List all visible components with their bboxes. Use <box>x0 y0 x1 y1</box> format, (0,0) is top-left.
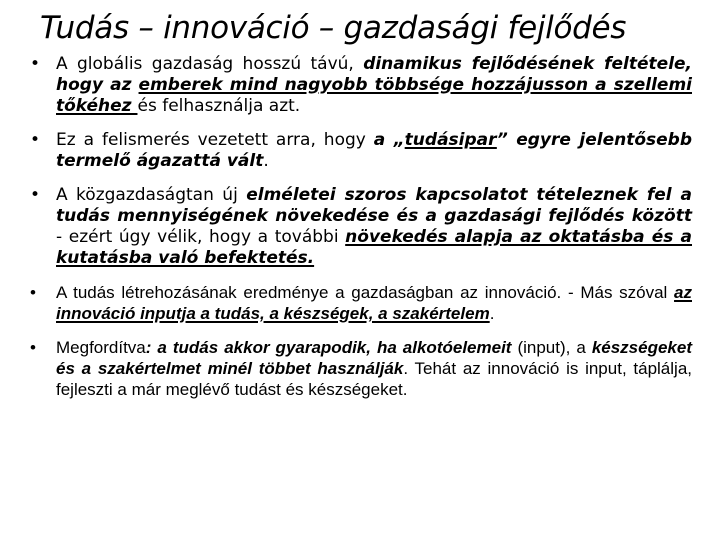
bullet-item-5 <box>30 337 692 400</box>
bullet-2-emphasis-1: a „ <box>373 130 405 150</box>
bullet-1-text-2: és felhasználja azt. <box>137 96 301 116</box>
bullet-marker: • <box>30 283 36 302</box>
bullet-item-4 <box>30 282 692 324</box>
bullet-2-emphasis-2: ” egyre jelentősebb termelő ágazattá vált <box>56 130 693 171</box>
bullet-marker: • <box>30 54 41 74</box>
bullet-3-text-2: - ezért úgy vélik, hogy a további <box>56 227 346 247</box>
bullet-2-text-1: Ez a felismerés vezetett arra, hogy <box>56 130 374 150</box>
bullet-1-emphasis-underlined: emberek mind nagyobb többsége hozzájusson a szellemi tőkéhez <box>56 75 692 116</box>
bullet-1-emphasis-1: dinamikus fejlődésének feltétele, hogy az <box>56 54 693 95</box>
bullet-4-text-1: A tudás létrehozásának eredménye a gazdaságban az innováció. - Más szóval <box>56 283 675 302</box>
bullet-3-emphasis-1: elméletei szoros kapcsolatot tételeznek fel a tudás mennyiségének növekedése és a gazdasági fejlődés között <box>56 185 692 226</box>
slide-title: Tudás – innováció – gazdasági fejlődés <box>40 10 627 46</box>
bullet-3-text-1: A közgazdaságtan új <box>56 185 247 205</box>
bullet-marker: • <box>30 338 36 357</box>
bullet-5-text-3: . Tehát az innováció is input, táplálja, fejleszti a már meglévő tudást és készségeket. <box>56 359 692 399</box>
bullet-5-text-2: (input), a <box>511 338 592 357</box>
bullet-5-text-1: Megfordítva <box>56 338 146 357</box>
bullet-5-emphasis-1: : a tudás akkor gyarapodik, ha alkotóelemeit <box>145 338 512 357</box>
bullet-item-2 <box>30 130 693 172</box>
bullet-2-emphasis-underlined: tudásipar <box>404 130 497 150</box>
bullet-1-text-1: A globális gazdaság hosszú távú, <box>56 54 364 74</box>
bullet-4-emphasis-underlined: az innováció inputja a tudás, a készségek, a szakértelem <box>56 283 692 323</box>
bullet-marker: • <box>30 130 41 150</box>
bullet-3-emphasis-underlined: növekedés alapja az oktatásba és a kutatásba való befektetés. <box>56 227 692 268</box>
bullet-4-text-2: . <box>489 304 495 323</box>
bullet-5-emphasis-2: készségeket és a szakértelmet minél többet használják <box>56 338 692 378</box>
bullet-item-1 <box>30 54 693 117</box>
bullet-2-text-2: . <box>263 151 269 171</box>
bullet-item-3 <box>30 185 692 269</box>
bullet-list <box>0 54 720 413</box>
bullet-marker: • <box>30 185 41 205</box>
